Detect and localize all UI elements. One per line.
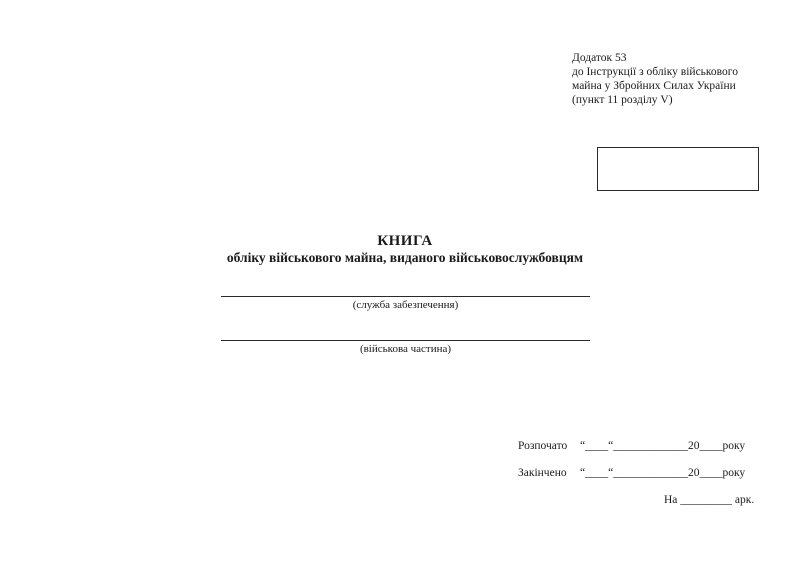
service-caption: (служба забезпечення)	[352, 299, 459, 311]
appendix-number: Додаток 53	[572, 52, 627, 64]
appendix-reference	[572, 51, 792, 107]
page-subtitle: обліку військового майна, виданого військовослужбовцям	[226, 250, 584, 265]
sheets-count: На _________ арк.	[664, 494, 755, 506]
unit-caption: (військова частина)	[359, 343, 452, 355]
finished-date-row	[518, 467, 763, 479]
appendix-instruction: до Інструкції з обліку військового	[572, 66, 738, 78]
finished-label: Закінчено	[518, 467, 567, 479]
appendix-section: (пункт 11 розділу V)	[572, 94, 673, 106]
service-fill-line	[221, 296, 590, 297]
started-date-blank: “____“_____________20____року	[580, 440, 746, 452]
appendix-forces: майна у Збройних Силах України	[572, 80, 736, 92]
registration-stamp-box	[597, 147, 759, 191]
page-title: КНИГА	[377, 233, 433, 249]
unit-fill-line	[221, 340, 590, 341]
started-date-row	[518, 440, 763, 452]
finished-date-blank: “____“_____________20____року	[580, 467, 746, 479]
started-label: Розпочато	[518, 440, 568, 452]
